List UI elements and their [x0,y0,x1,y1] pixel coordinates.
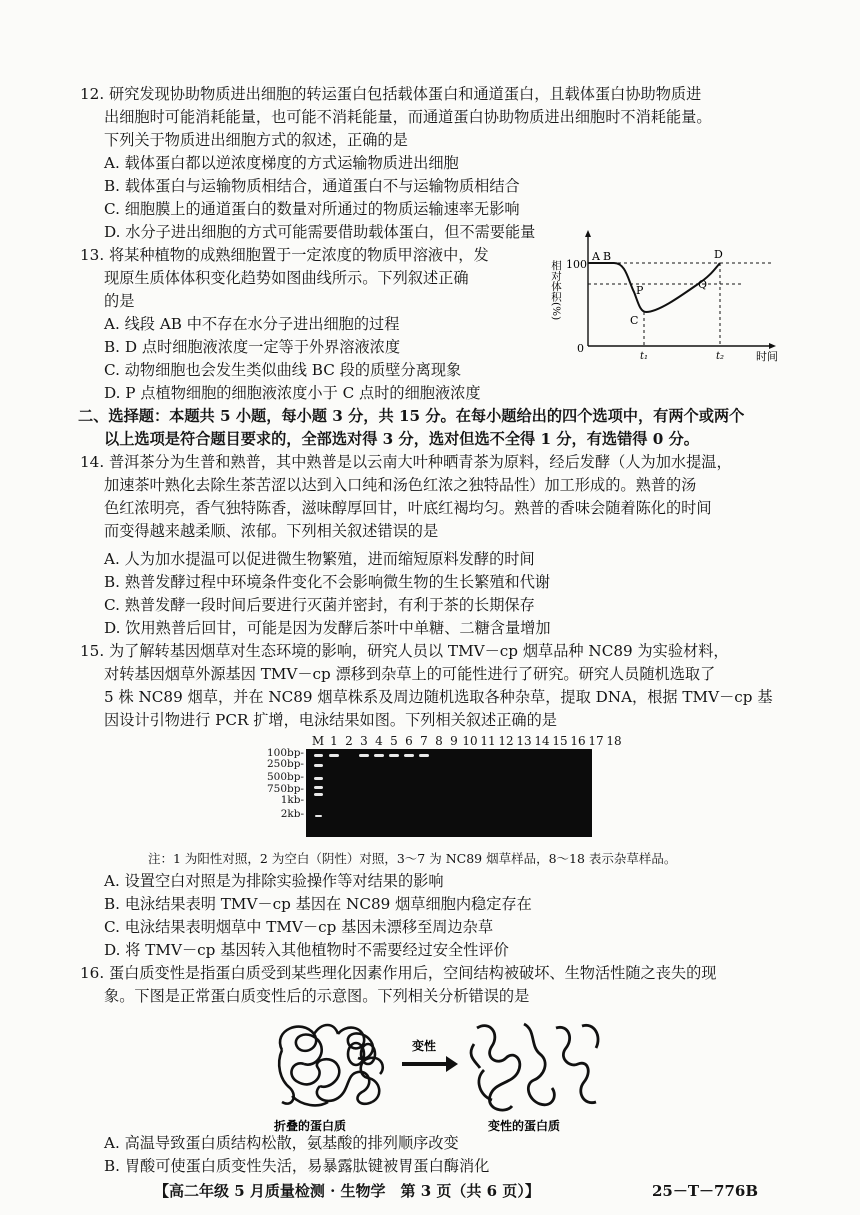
q13-stem-line-2: 现原生质体体积变化趋势如图曲线所示。下列叙述正确 [104,269,469,287]
lane-label: 4 [375,734,383,748]
point-b-label: B [603,250,612,263]
x-axis-arrow [769,343,776,349]
lane-label: 9 [450,734,458,748]
lane-label: 8 [435,734,443,748]
q15-stem-line-4: 因设计引物进行 PCR 扩增，电泳结果如图。下列相关叙述正确的是 [104,711,557,729]
q12-stem-line-2: 出细胞时可能消耗能量，也可能不消耗能量，而通道蛋白协助物质进出细胞时不消耗能量。 [104,108,712,126]
ladder-label: 1kb- [280,794,304,806]
lane-label: 14 [534,734,550,748]
sample-band [389,754,399,757]
sample-band [359,754,369,757]
gel-image [306,749,592,837]
q13-stem-line-3: 的是 [104,292,135,310]
q12-option-d: D. 水分子进出细胞的方式可能需要借助载体蛋白，但不需要能量 [104,223,536,241]
t2-label: t₂ [716,351,725,362]
lane-label: 15 [552,734,568,748]
point-p-label: P [636,284,644,297]
folded-protein-caption: 折叠的蛋白质 [274,1119,347,1133]
lane-label: 10 [462,734,478,748]
lane-label: 17 [588,734,604,748]
point-q-label: Q [698,278,708,291]
point-c-label: C [630,314,639,327]
sample-band [329,754,339,757]
q12-option-b: B. 载体蛋白与运输物质相结合，通道蛋白不与运输物质相结合 [104,177,520,195]
q15-option-d: D. 将 TMV－cp 基因转入其他植物时不需要经过安全性评价 [104,941,509,959]
protoplast-volume-graph [548,228,788,363]
ladder-label: 750bp- [266,783,304,795]
denatured-protein-drawing [471,1024,598,1110]
marker-band [314,754,323,757]
q13-option-d: D. P 点植物细胞的细胞液浓度小于 C 点时的细胞液浓度 [104,384,481,402]
sample-band [404,754,414,757]
lane-label: 6 [405,734,413,748]
q15-option-a: A. 设置空白对照是为排除实验操作等对结果的影响 [104,872,444,890]
protein-denaturation-figure [262,1010,612,1134]
y-axis-label: 相对体积(%) [550,260,562,321]
q14-option-b: B. 熟普发酵过程中环境条件变化不会影响微生物的生长繁殖和代谢 [104,573,551,591]
q16-option-a: A. 高温导致蛋白质结构松散，氨基酸的排列顺序改变 [104,1134,459,1152]
q13-stem-line-1: 13. 将某种植物的成熟细胞置于一定浓度的物质甲溶液中，发 [80,246,489,264]
ladder-label: 2kb- [280,808,304,820]
marker-band [314,793,323,796]
marker-band [314,764,323,767]
t1-label: t₁ [640,351,649,362]
sample-band [419,754,429,757]
lane-label: 1 [330,734,338,748]
sample-band [374,754,384,757]
ladder-label: 100bp- [266,747,304,759]
denatured-protein-caption: 变性的蛋白质 [488,1119,561,1133]
lane-label: 5 [390,734,398,748]
q14-option-a: A. 人为加水提温可以促进微生物繁殖，进而缩短原料发酵的时间 [104,550,535,568]
q12-stem-line-1: 12. 研究发现协助物质进出细胞的转运蛋白包括载体蛋白和通道蛋白，且载体蛋白协助物质进 [80,85,702,103]
lane-label: 7 [420,734,428,748]
folded-protein-drawing [279,1025,383,1105]
ladder-label: 500bp- [266,771,304,783]
q15-stem-line-2: 对转基因烟草外源基因 TMV－cp 漂移到杂草上的可能性进行了研究。研究人员随机选取了 [104,665,716,683]
q14-stem-line-4: 而变得越来越柔顺、浓郁。下列相关叙述错误的是 [104,522,439,540]
lane-marker-label: M [311,734,325,748]
q13-option-b: B. D 点时细胞液浓度一定等于外界溶液浓度 [104,338,401,356]
page-footer-code: 25－T－776B [652,1182,759,1200]
section-2-line-1: 二、选择题：本题共 5 小题，每小题 3 分，共 15 分。在每小题给出的四个选项中，有两个或两个 [78,407,745,425]
q15-option-b: B. 电泳结果表明 TMV－cp 基因在 NC89 烟草细胞内稳定存在 [104,895,532,913]
marker-band [315,815,322,817]
q14-stem-line-3: 色红浓明亮，香气独特陈香，滋味醇厚回甘，叶底红褐均匀。熟普的香味会随着陈化的时间 [104,499,712,517]
q14-option-d: D. 饮用熟普后回甘，可能是因为发酵后茶叶中单糖、二糖含量增加 [104,619,551,637]
gel-note: 注：1 为阳性对照，2 为空白（阴性）对照，3～7 为 NC89 烟草样品，8～18 表示杂草样品。 [148,851,677,866]
q14-stem-line-1: 14. 普洱茶分为生普和熟普，其中熟普是以云南大叶种晒青茶为原料，经后发酵（人为加水提温， [80,453,732,471]
q16-stem-line-1: 16. 蛋白质变性是指蛋白质受到某些理化因素作用后，空间结构被破坏、生物活性随之丧失的现 [80,964,717,982]
section-2-line-2: 以上选项是符合题目要求的，全部选对得 3 分，选对但选不全得 1 分，有选错得 0 分。 [104,430,699,448]
lane-label: 11 [480,734,496,748]
q16-option-b: B. 胃酸可使蛋白质变性失活，易暴露肽键被胃蛋白酶消化 [104,1157,490,1175]
y-axis-arrow [585,230,591,237]
denature-arrow-head [446,1056,458,1072]
q15-option-c: C. 电泳结果表明烟草中 TMV－cp 基因未漂移至周边杂草 [104,918,494,936]
q15-stem-line-1: 15. 为了解转基因烟草对生态环境的影响，研究人员以 TMV－cp 烟草品种 NC89 为实验材料， [80,642,729,660]
q12-stem-line-3: 下列关于物质进出细胞方式的叙述，正确的是 [104,131,408,149]
marker-band [314,786,323,789]
lane-label: 13 [516,734,532,748]
electrophoresis-figure [260,734,622,842]
x-axis-label: 时间 [756,350,778,363]
lane-label: 2 [345,734,353,748]
q13-option-a: A. 线段 AB 中不存在水分子进出细胞的过程 [104,315,400,333]
q12-option-c: C. 细胞膜上的通道蛋白的数量对所通过的物质运输速率无影响 [104,200,520,218]
denature-arrow-label: 变性 [412,1039,437,1053]
marker-band [314,777,323,780]
q14-option-c: C. 熟普发酵一段时间后要进行灭菌并密封，有利于茶的长期保存 [104,596,535,614]
q14-stem-line-2: 加速茶叶熟化去除生茶苦涩以达到入口纯和汤色红浓之独特品性）加工形成的。熟普的汤 [104,476,697,494]
q15-stem-line-3: 5 株 NC89 烟草，并在 NC89 烟草株系及周边随机选取各种杂草，提取 DNA，根据 TMV－cp 基 [104,688,773,706]
lane-label: 12 [498,734,514,748]
q12-option-a: A. 载体蛋白都以逆浓度梯度的方式运输物质进出细胞 [104,154,459,172]
y-100-label: 100 [566,258,587,271]
lane-label: 16 [570,734,586,748]
point-d-label: D [714,248,723,261]
point-a-label: A [592,250,600,263]
origin-label: 0 [577,342,584,355]
q13-option-c: C. 动物细胞也会发生类似曲线 BC 段的质壁分离现象 [104,361,462,379]
lane-label: 18 [606,734,622,748]
page-footer-title: 【高二年级 5 月质量检测 · 生物学 第 3 页（共 6 页）】 [154,1182,540,1200]
lane-label: 3 [360,734,368,748]
q16-stem-line-2: 象。下图是正常蛋白质变性后的示意图。下列相关分析错误的是 [104,987,530,1005]
ladder-label: 250bp- [266,758,304,770]
